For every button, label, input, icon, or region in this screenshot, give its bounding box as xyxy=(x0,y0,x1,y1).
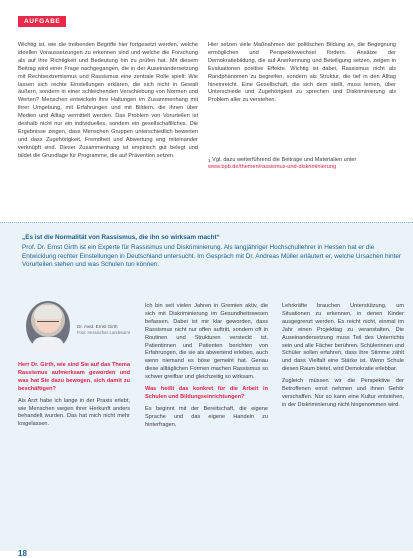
answer: Lehrkräfte brauchen Unterstützung, um Situationen zu erkennen, in denen Kinder ausgegrenzt werden. Es reicht nicht, einmal im Jahr einen Projekttag zu veranstalten. Die Auseinandersetzung muss Teil des Unterrichts sein und alle Fächer berühren. Schülerinnen und Schüler sollen erfahren, dass ihre Stimme zählt und dass Vielfalt eine Stärke ist. Wenn Schule diesen Raum bietet, wird Demokratie erlebbar. xyxy=(282,303,404,373)
question: Was heißt das konkret für die Arbeit in Schulen und Bildungseinrichtungen? xyxy=(145,386,268,400)
article-top xyxy=(0,0,413,222)
answer: Als Arzt habe ich lange in der Praxis erlebt, wie Menschen wegen ihrer Herkunft anders behandelt wurden. Das hat mich nicht mehr losgelassen. xyxy=(18,397,130,428)
answer: Ich bin seit vielen Jahren in Gremien aktiv, die sich mit Diskriminierung im Gesundheitswesen befassen. Dabei ist mir klar geworden, dass Rassismus nicht nur offen auftritt, sondern oft in Routinen und Strukturen versteckt ist. Patientinnen und Patienten berichten von Erfahrungen, die sie als abwertend erleben, auch wenn niemand es böse gemeint hat. Genau diese alltäglichen Formen machen Rassismus so schwer greifbar und gleichzeitig so wirksam. xyxy=(145,303,268,381)
photo-caption-credit: Foto: Hessisches Landesamt xyxy=(77,330,130,335)
section-badge: AUFGABE xyxy=(18,16,66,27)
photo-caption-name: Dr. med. Ernst Girth xyxy=(77,324,118,329)
footnote-link[interactable]: www.bpb.de/themen/rassismus-und-diskriminierung xyxy=(208,164,337,171)
question: Herr Dr. Girth, wie sind Sie auf das Thema Rassismus aufmerksam geworden und was hat Sie dazu bewogen, sich damit zu beschäftigen? xyxy=(18,362,130,392)
answer: Es beginnt mit der Bereitschaft, die eigene Sprache und das eigene Handeln zu hinterfragen. xyxy=(145,405,268,428)
interview-column-3 xyxy=(282,303,404,414)
portrait-glasses xyxy=(37,321,59,325)
body-text: Wichtig ist, wie die treibenden Begriffe hier fortgesetzt werden, welche ideellen Voraussetzungen zu erkennen sind und welche die Forschung als auf ihre Richtigkeit und Bedeutung hin zu prüfen hat. Mit diesem Beitrag wird einer Frage nachgegangen, die in der Auseinandersetzung mit Rechtsextremismus und Rassismus eine zentrale Rolle spielt: Wie lassen sich rechte Einstellungen erklären, die sich nicht in Gewalt äußern, sondern in einer schleichenden Verschiebung von Normen und Werten? Menschen entwickeln ihre Haltungen im Zusammenhang mit ihrer Umgebung, mit Erfahrungen und mit Bildern, die ihnen über Medien und Alltag vermittelt werden. Das Problem von Vorurteilen ist deshalb nicht nur ein individuelles, sondern ein gesellschaftliches. Die Ergebnisse zeigen, dass Menschen Gruppen unterschiedlich bewerten und dass Zugehörigkeit, Fremdheit und Abwertung eng miteinander verknüpft sind. Dieser Zusammenhang ist empirisch gut belegt und bildet die Grundlage für Programme, die auf Prävention setzen. xyxy=(18,42,198,159)
qa-block xyxy=(282,303,404,374)
portrait-hair xyxy=(34,305,62,319)
interview-section xyxy=(0,222,413,558)
body-text: Hier setzen viele Maßnahmen der politischen Bildung an, die Begegnung ermöglichen und Perspektivwechsel fördern. Ansätze der Demokratiebildung, die auf Anerkennung und Beteiligung setzen, zeigen in Evaluationen positive Effekte. Wichtig ist dabei, Rassismus nicht als Randphänomen zu begreifen, sondern als Struktur, die tief in den Alltag hineinreicht. Eine Gesellschaft, die sich dem stellt, muss lernen, über Unterschiede und Zugehörigkeit zu sprechen und Diskriminierung als Problem aller zu verstehen. xyxy=(208,42,396,104)
qa-block xyxy=(145,303,268,382)
interview-column-1 xyxy=(18,362,130,433)
qa-block xyxy=(18,362,130,394)
page-number: 18 xyxy=(18,549,27,558)
footnote-number: 1 xyxy=(208,158,211,163)
article-column-2 xyxy=(208,42,396,105)
answer: Zugleich müssen wir die Perspektive der Betroffenen ernst nehmen und ihnen Gehör verschaffen. Nur so kann eine Kultur entstehen, in der Diskriminierung nicht hingenommen wird. xyxy=(282,378,404,408)
portrait-shirt xyxy=(32,337,64,353)
portrait-photo xyxy=(26,301,70,351)
article-column-1 xyxy=(18,42,198,161)
interview-intro: Prof. Dr. Ernst Girth ist ein Experte für Rassismus und Diskriminierung. Als langjähriger Hochschullehrer in Hessen hat er die Entwicklung rechter Einstellungen in Deutschland untersucht. Im Gespräch mit Dr. Andreas Müller erläutert er, welche Ursachen hinter Vorurteilen stehen und was Schulen tun können. xyxy=(22,244,402,269)
interview-column-2 xyxy=(145,303,268,434)
qa-block xyxy=(18,398,130,430)
qa-block xyxy=(145,386,268,402)
footnote xyxy=(208,157,396,172)
qa-block xyxy=(145,406,268,430)
interview-headline: „Es ist die Normalität von Rassismus, die ihn so wirksam macht“ xyxy=(22,234,220,241)
footnote-text: Vgl. dazu weiterführend die Beiträge und Materialien unter xyxy=(212,157,357,163)
qa-block xyxy=(282,378,404,410)
